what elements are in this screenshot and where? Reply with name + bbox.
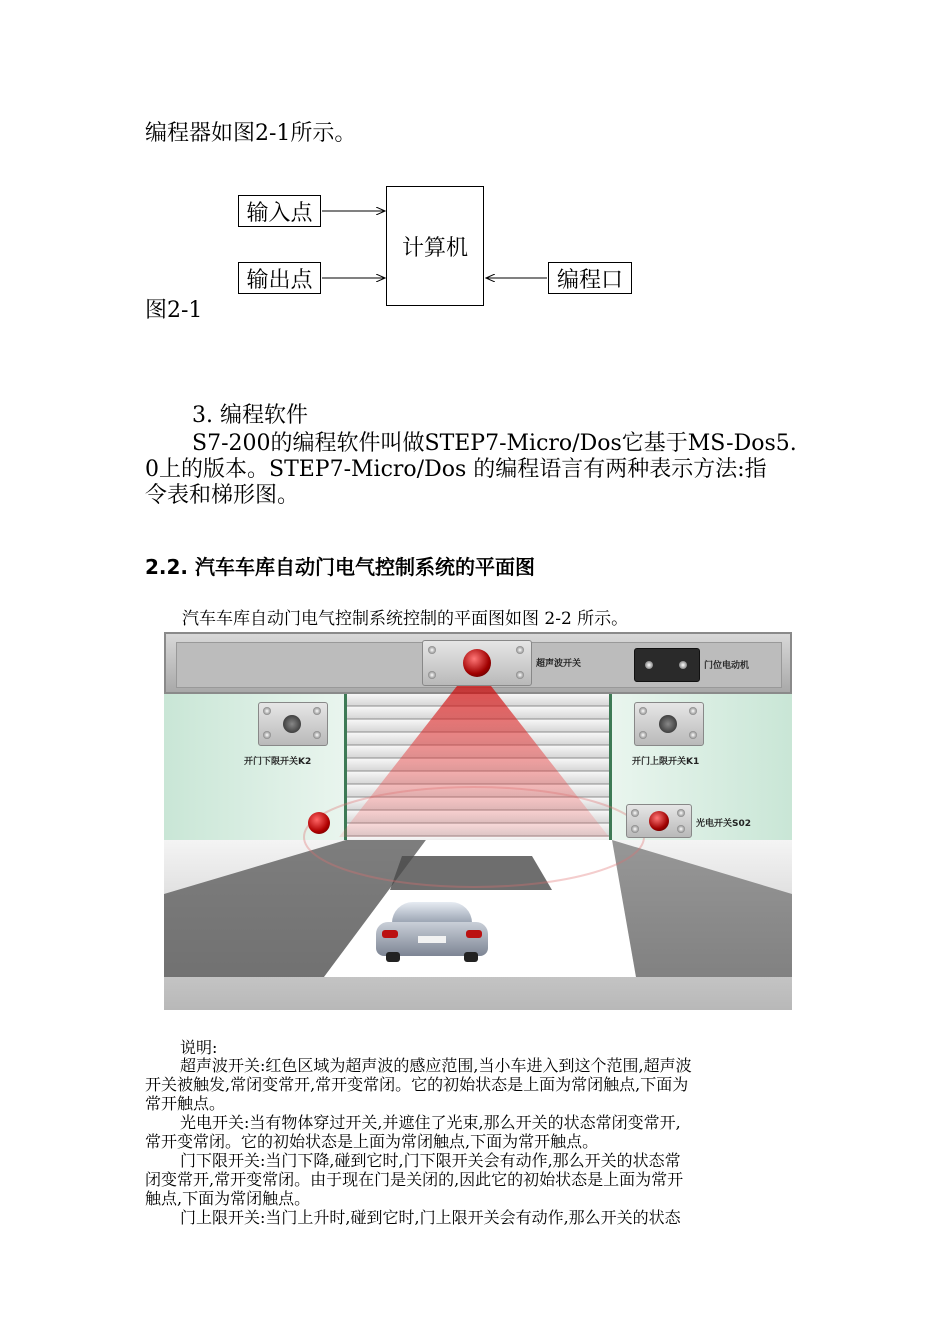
input-box: 输入点 — [238, 195, 321, 227]
note-line: 光电开关:当有物体穿过开关,并遮住了光束,那么开关的状态常闭变常开, — [180, 1113, 681, 1132]
note-line: 常开变常闭。它的初始状态是上面为常闭触点,下面为常开触点。 — [145, 1132, 599, 1151]
note-line: 超声波开关:红色区域为超声波的感应范围,当小车进入到这个范围,超声波 — [180, 1056, 692, 1075]
output-box: 输出点 — [238, 262, 321, 294]
note-line: 闭变常开,常开变常闭。由于现在门是关闭的,因此它的初始状态是上面为常开 — [145, 1170, 684, 1189]
k2-label: 开门下限开关K2 — [244, 757, 312, 767]
photo-switch — [626, 804, 692, 838]
motor-label: 门位电动机 — [704, 661, 750, 671]
k2-toggle-switch — [258, 702, 328, 746]
note-line: 常开触点。 — [145, 1094, 226, 1113]
toggle-icon — [283, 715, 301, 733]
intro-text: 编程器如图2-1所示。 — [145, 121, 357, 146]
door-motor — [634, 648, 700, 682]
section-2-2-heading: 2.2. 汽车车库自动门电气控制系统的平面图 — [145, 555, 535, 579]
paragraph-line: 0上的版本。STEP7-Micro/Dos 的编程语言有两种表示方法:指 — [145, 457, 767, 482]
computer-box: 计算机 — [386, 186, 484, 306]
figure-intro: 汽车车库自动门电气控制系统控制的平面图如图 2-2 所示。 — [182, 609, 629, 629]
garage-figure — [164, 632, 792, 1010]
note-line: 触点,下面为常闭触点。 — [145, 1189, 311, 1208]
ultrasonic-beam — [339, 677, 609, 837]
section-heading: 3. 编程软件 — [192, 403, 308, 428]
toggle-icon — [659, 715, 677, 733]
k1-toggle-switch — [634, 702, 704, 746]
notes-title: 说明: — [180, 1038, 218, 1057]
note-line: 门下限开关:当门下降,碰到它时,门下限开关会有动作,那么开关的状态常 — [180, 1151, 681, 1170]
paragraph-line: 令表和梯形图。 — [145, 483, 300, 508]
diagram-arrows — [0, 0, 950, 330]
car-image — [376, 902, 488, 964]
receiver-light-icon — [649, 811, 669, 831]
paragraph-line: S7-200的编程软件叫做STEP7-Micro/Dos它基于MS-Dos5. — [192, 431, 797, 456]
photo-label: 光电开关S02 — [696, 819, 752, 829]
port-box: 编程口 — [548, 262, 632, 294]
sensor-light-icon — [463, 649, 491, 677]
ultrasonic-switch — [422, 640, 532, 686]
note-line: 开关被触发,常闭变常开,常开变常闭。它的初始状态是上面为常闭触点,下面为 — [145, 1075, 689, 1094]
note-line: 门上限开关:当门上升时,碰到它时,门上限开关会有动作,那么开关的状态 — [180, 1208, 681, 1227]
k1-label: 开门上限开关K1 — [632, 757, 700, 767]
photo-emitter-light-icon — [308, 812, 330, 834]
ultrasonic-label: 超声波开关 — [536, 659, 582, 669]
figure-caption: 图2-1 — [145, 298, 203, 323]
